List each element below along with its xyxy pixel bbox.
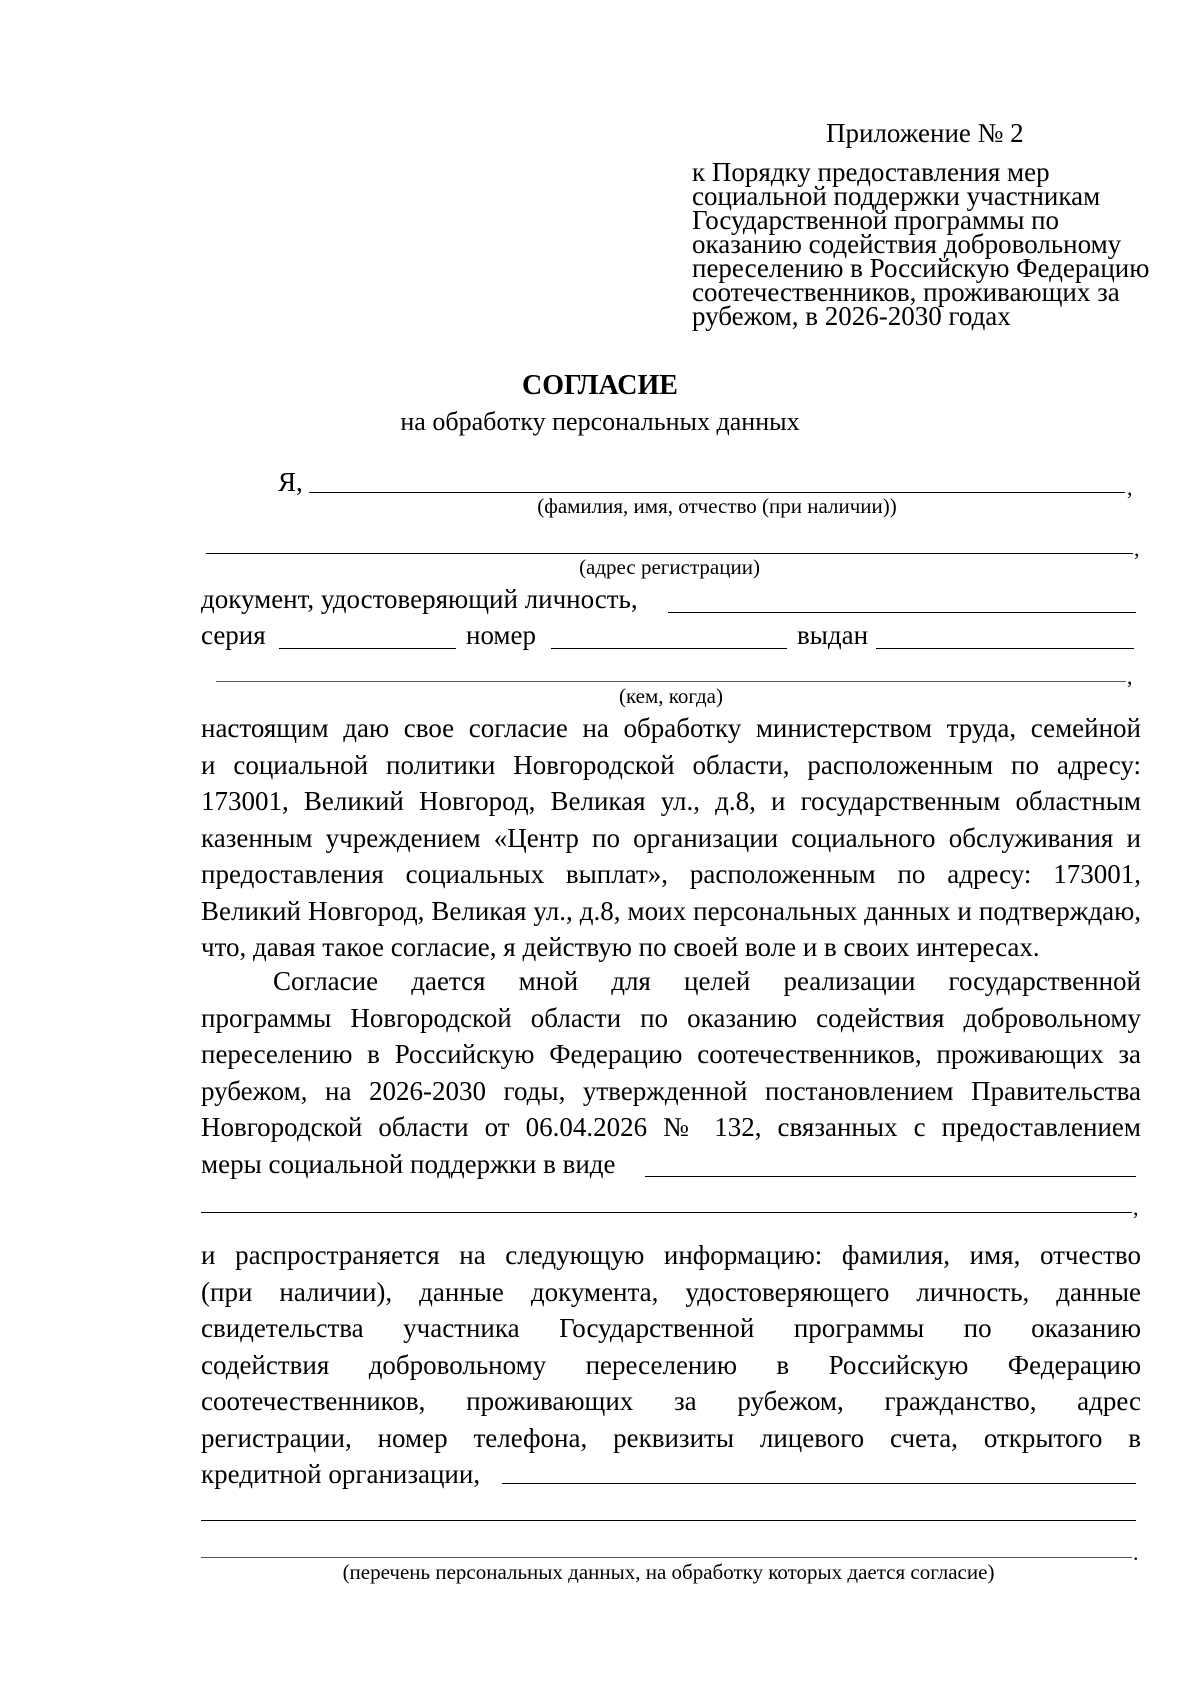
paragraph-line: (при наличии), данные документа, удостоверяющего личность, данные xyxy=(201,1276,1141,1307)
fio-caption: (фамилия, имя, отчество (при наличии)) xyxy=(537,494,897,518)
appendix-line: социальной поддержки участникам xyxy=(692,181,1101,211)
paragraph-line: Новгородской области от 06.04.2026 № 132, связанных с предоставлением xyxy=(201,1112,1141,1142)
paragraph-line: и социальной политики Новгородской области, расположенным по адресу: xyxy=(201,749,1141,780)
document-title: СОГЛАСИЕ xyxy=(522,370,678,401)
paragraph-line: переселению в Российскую Федерацию соотечественников, проживающих за xyxy=(201,1039,1141,1069)
issued-by-field[interactable] xyxy=(216,681,1126,682)
paragraph-line: 173001, Великий Новгород, Великая ул., д.8, и государственным областным xyxy=(201,786,1141,816)
appendix-reference xyxy=(692,157,1162,331)
paragraph-line: рубежом, на 2026-2030 годы, утвержденной постановлением Правительства xyxy=(201,1075,1141,1106)
scope-paragraph xyxy=(201,1237,1141,1493)
i-label: Я, xyxy=(278,467,303,497)
issued-label: выдан xyxy=(797,620,869,650)
personal-data-list-field-3[interactable] xyxy=(201,1557,1132,1558)
personal-data-list-field-2[interactable] xyxy=(201,1520,1136,1521)
paragraph-line: меры социальной поддержки в виде xyxy=(201,1148,616,1179)
paragraph-line: регистрации, номер телефона, реквизиты лицевого счета, открытого в xyxy=(201,1422,1141,1453)
number-field[interactable] xyxy=(551,648,787,649)
paragraph-line: кредитной организации, xyxy=(201,1459,481,1489)
paragraph-line: свидетельства участника Государственной программы по оказанию xyxy=(201,1313,1141,1343)
paragraph-line: соотечественников, проживающих за рубежом, гражданство, адрес xyxy=(201,1386,1141,1416)
issued-field[interactable] xyxy=(876,648,1134,649)
paragraph-line: содействия добровольному переселению в Российскую Федерацию xyxy=(201,1349,1141,1380)
series-label: серия xyxy=(201,620,266,650)
number-label: номер xyxy=(466,620,537,650)
issued-by-caption: (кем, когда) xyxy=(619,684,723,708)
document-subtitle: на обработку персональных данных xyxy=(400,407,800,436)
paragraph-line: Великий Новгород, Великая ул., д.8, моих персональных данных и подтверждаю, xyxy=(201,895,1141,926)
support-measure-field-continued[interactable] xyxy=(201,1212,1132,1213)
paragraph-line: Согласие дается мной для целей реализации государственной xyxy=(273,966,1141,996)
appendix-line: рубежом, в 2026-2030 годах xyxy=(692,301,1011,331)
fio-field[interactable] xyxy=(309,492,1125,493)
paragraph-line: программы Новгородской области по оказанию содействия добровольному xyxy=(201,1002,1141,1033)
personal-data-caption: (перечень персональных данных, на обработку которых дается согласие) xyxy=(342,1560,995,1584)
appendix-line: оказанию содействия добровольному xyxy=(692,229,1122,259)
paragraph-line: предоставления социальных выплат», расположенным по адресу: 173001, xyxy=(201,859,1141,889)
appendix-line: Государственной программы по xyxy=(692,205,1060,235)
paragraph-line: настоящим даю свое согласие на обработку министерством труда, семейной xyxy=(201,713,1141,743)
paragraph-line: казенным учреждением «Центр по организации социального обслуживания и xyxy=(201,822,1141,853)
personal-data-list-field[interactable] xyxy=(502,1483,1136,1484)
consent-paragraph xyxy=(201,710,1141,966)
appendix-line: переселению в Российскую Федерацию xyxy=(692,253,1150,283)
comma: , xyxy=(1134,536,1140,561)
address-field[interactable] xyxy=(206,553,1133,554)
comma: , xyxy=(1127,475,1133,500)
id-document-field[interactable] xyxy=(668,612,1136,613)
period: . xyxy=(1133,1540,1139,1565)
comma: , xyxy=(1133,1195,1139,1220)
appendix-title: Приложение № 2 xyxy=(826,118,1024,148)
paragraph-line: что, давая такое согласие, я действую по своей воле и в своих интересах. xyxy=(201,932,1040,962)
id-document-label: документ, удостоверяющий личность, xyxy=(201,584,638,614)
series-field[interactable] xyxy=(279,648,456,649)
comma: , xyxy=(1127,664,1133,689)
paragraph-line: и распространяется на следующую информацию: фамилия, имя, отчество xyxy=(201,1240,1141,1270)
address-caption: (адрес регистрации) xyxy=(579,555,760,579)
appendix-line: соотечественников, проживающих за xyxy=(692,277,1120,307)
appendix-line: к Порядку предоставления мер xyxy=(692,157,1050,187)
purpose-paragraph xyxy=(201,963,1141,1182)
support-measure-field[interactable] xyxy=(645,1176,1136,1177)
